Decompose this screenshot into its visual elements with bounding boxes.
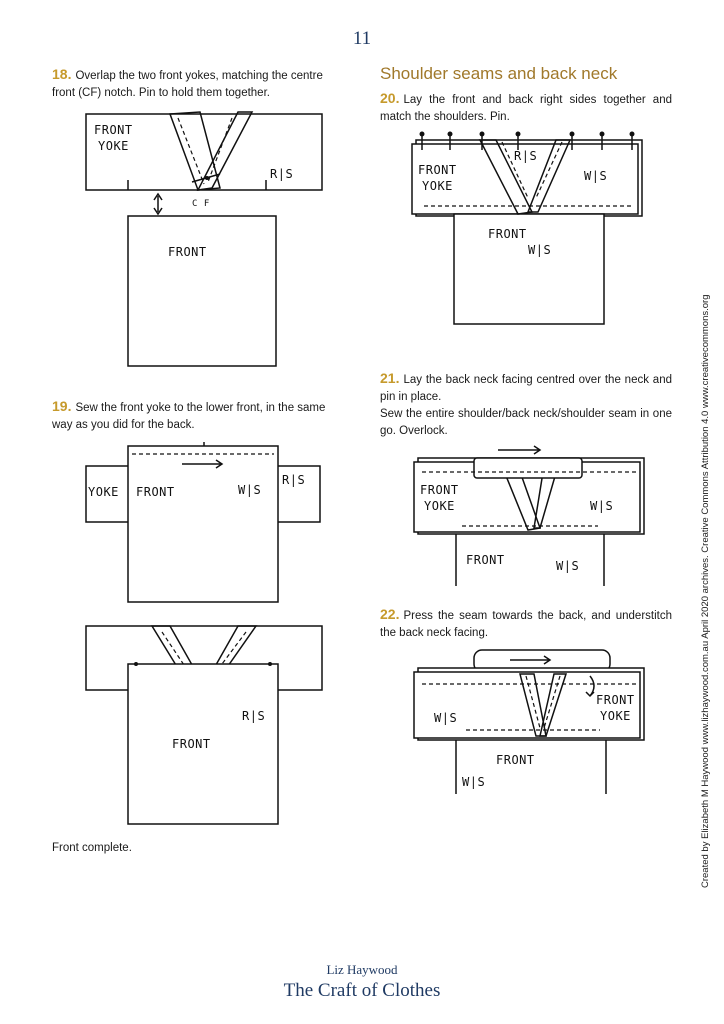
front-panel bbox=[128, 446, 278, 602]
label-ws: W|S bbox=[238, 483, 262, 497]
label-front-panel: FRONT bbox=[168, 245, 207, 259]
label-front: FRONT bbox=[94, 123, 133, 137]
label-yoke: YOKE bbox=[88, 485, 119, 499]
label-rs: R|S bbox=[282, 473, 306, 487]
step-20 bbox=[380, 90, 672, 126]
label-ws: W|S bbox=[584, 169, 608, 183]
back-neck-facing bbox=[474, 458, 582, 478]
label-yoke: YOKE bbox=[98, 139, 129, 153]
footer-author: Liz Haywood bbox=[326, 962, 398, 977]
front-complete-caption: Front complete. bbox=[52, 842, 132, 854]
step-number: 21. bbox=[380, 370, 400, 386]
step-text: Lay the front and back right sides together and match the shoulders. Pin. bbox=[380, 94, 672, 123]
label-front-panel: FRONT bbox=[488, 227, 527, 241]
diagram-step-21 bbox=[410, 442, 654, 588]
step-text: Sew the front yoke to the lower front, in the same way as you did for the back. bbox=[52, 402, 326, 431]
step-text: Lay the back neck facing centred over the neck and pin in place. bbox=[380, 374, 672, 403]
step-text: Overlap the two front yokes, matching the centre front (CF) notch. Pin to hold them together. bbox=[52, 70, 323, 99]
label-front: FRONT bbox=[136, 485, 175, 499]
step-21-extra: Sew the entire shoulder/back neck/shoulder seam in one go. Overlock. bbox=[380, 408, 672, 437]
label-ws-panel: W|S bbox=[528, 243, 552, 257]
label-yoke: YOKE bbox=[424, 499, 455, 513]
label-front-panel: FRONT bbox=[496, 753, 535, 767]
label-front: FRONT bbox=[596, 693, 635, 707]
step-number: 19. bbox=[52, 398, 72, 414]
label-ws-panel: W|S bbox=[462, 775, 486, 789]
label-ws-panel: W|S bbox=[556, 559, 580, 573]
page-number: 11 bbox=[352, 28, 372, 49]
step-number: 20. bbox=[380, 90, 400, 106]
step-18 bbox=[52, 66, 348, 102]
label-front: FRONT bbox=[172, 737, 211, 751]
step-text: Press the seam towards the back, and understitch the back neck facing. bbox=[380, 610, 672, 639]
label-rs: R|S bbox=[514, 149, 538, 163]
diagram-step-20 bbox=[410, 128, 654, 328]
front-panel bbox=[128, 216, 276, 366]
label-cf: C F bbox=[192, 199, 210, 209]
section-heading: Shoulder seams and back neck bbox=[380, 64, 618, 83]
footer-title: The Craft of Clothes bbox=[283, 980, 441, 1001]
label-yoke: YOKE bbox=[422, 179, 453, 193]
label-front: FRONT bbox=[418, 163, 457, 177]
step-number: 22. bbox=[380, 606, 400, 622]
front-panel bbox=[454, 214, 604, 324]
diagram-step-22 bbox=[410, 646, 654, 798]
diagram-step-19 bbox=[80, 436, 342, 606]
label-ws: W|S bbox=[590, 499, 614, 513]
step-22 bbox=[380, 606, 672, 642]
step-number: 18. bbox=[52, 66, 72, 82]
label-front-panel: FRONT bbox=[466, 553, 505, 567]
diagram-front-complete bbox=[80, 620, 342, 830]
step-21 bbox=[380, 370, 672, 440]
label-ws: W|S bbox=[434, 711, 458, 725]
label-front: FRONT bbox=[420, 483, 459, 497]
label-yoke: YOKE bbox=[600, 709, 631, 723]
step-19 bbox=[52, 398, 348, 434]
sidebar-credit-text: Created by Elizabeth M Haywood www.lizhaywood.com.au April 2020 archives. Creative Commons Attribution 4.0 www.creativecommons.org bbox=[700, 294, 711, 888]
diagram-step-18 bbox=[80, 108, 340, 370]
label-rs: R|S bbox=[242, 709, 266, 723]
label-rs: R|S bbox=[270, 167, 294, 181]
